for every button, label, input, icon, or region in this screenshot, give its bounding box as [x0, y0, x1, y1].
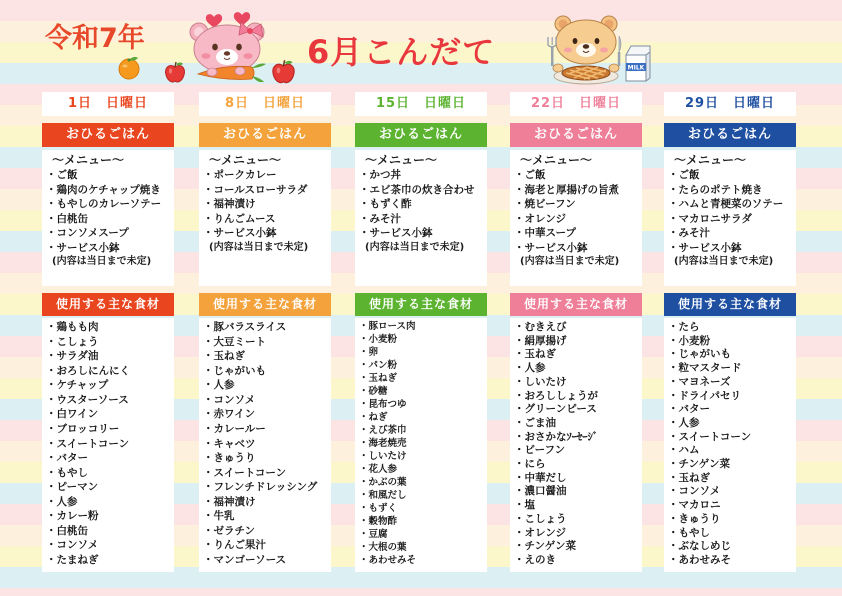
ingredient-item: ・じゃがいも	[668, 348, 731, 361]
ingredient-item: ・バター	[46, 452, 88, 465]
ingredient-item: ・もやし	[668, 526, 710, 539]
menu-item: ・もやしのカレーソテー	[46, 198, 162, 210]
lunch-bar: おひるごはん	[355, 123, 487, 147]
day-column	[42, 0, 174, 596]
ingredient-item: ・塩	[514, 499, 535, 512]
ingredient-item: ・ウスターソース	[46, 393, 129, 406]
ingredients-box	[664, 318, 796, 572]
ingredient-item: ・キャベツ	[203, 437, 256, 450]
ingredient-item: ・コンソメ	[46, 539, 99, 552]
ingredient-item: ・和風だし	[359, 490, 407, 501]
ingredient-item: ・ぶなしめじ	[668, 540, 731, 553]
ingredient-item: ・あわせみそ	[668, 553, 731, 566]
ingredient-item: ・ケチャップ	[46, 379, 109, 392]
ingredients-bar: 使用する主な食材	[199, 293, 331, 316]
ingredient-item: ・海老焼売	[359, 438, 407, 449]
ingredient-item: ・赤ワイン	[203, 408, 256, 421]
ingredient-item: ・玉ねぎ	[203, 350, 245, 363]
ingredients-bar: 使用する主な食材	[664, 293, 796, 316]
ingredient-item: ・スイートコーン	[668, 430, 752, 443]
ingredient-item: ・マヨネーズ	[668, 375, 731, 388]
ingredient-item: ・チンゲン菜	[514, 540, 577, 553]
menu-item: ・オレンジ	[514, 212, 566, 225]
menu-heading: ～メニュー～	[674, 153, 747, 167]
ingredient-item: ・サラダ油	[46, 350, 99, 363]
menu-item: ・白桃缶	[46, 212, 88, 225]
menu-item: ・もずく酢	[359, 198, 412, 210]
ingredients-bar: 使用する主な食材	[355, 293, 487, 316]
ingredient-item: ・こしょう	[514, 512, 567, 525]
menu-item: ・サービス小鉢	[668, 241, 742, 254]
ingredient-item: ・スイートコーン	[46, 437, 130, 450]
date-label: 15日 日曜日	[355, 92, 487, 116]
ingredient-item: ・大豆ミート	[203, 335, 266, 348]
ingredient-item: ・コンソメ	[203, 393, 256, 406]
ingredient-item: ・おさかなｿｰｾｰｼﾞ	[514, 430, 598, 443]
ingredient-item: ・人参	[514, 362, 546, 375]
day-column	[355, 0, 487, 596]
ingredient-item: ・人参	[46, 495, 78, 508]
ingredient-item: ・マンゴーソース	[203, 554, 287, 566]
ingredient-item: ・あわせみそ	[359, 555, 417, 566]
menu-box	[199, 150, 331, 286]
menu-note: (内容は当日まで未定)	[52, 256, 152, 267]
menu-item: ・サービス小鉢	[203, 227, 277, 239]
menu-item: ・福神漬け	[203, 198, 256, 210]
menu-item: ・中華スープ	[514, 227, 576, 239]
ingredient-item: ・豚ロース肉	[359, 321, 416, 332]
ingredient-item: ・おろししょうが	[514, 389, 598, 402]
ingredient-item: ・人参	[668, 416, 700, 429]
ingredient-item: ・玉ねぎ	[359, 373, 398, 384]
ingredient-item: ・牛乳	[203, 510, 235, 523]
date-label: 29日 日曜日	[664, 92, 796, 116]
menu-heading: ～メニュー～	[365, 153, 438, 167]
ingredient-item: ・昆布つゆ	[359, 399, 407, 410]
ingredients-bar: 使用する主な食材	[42, 293, 174, 316]
menu-heading: ～メニュー～	[209, 153, 282, 167]
year-title: 令和7年	[45, 23, 145, 54]
menu-item: ・鶏肉のケチャップ焼き	[46, 183, 161, 196]
ingredient-item: ・かぶの葉	[359, 477, 407, 488]
menu-item: ・エビ茶巾の炊き合わせ	[359, 183, 475, 196]
ingredient-item: ・中華だし	[514, 471, 567, 484]
ingredient-item: ・濃口醤油	[514, 485, 567, 498]
ingredient-item: ・チンゲン菜	[668, 458, 731, 471]
menu-box	[42, 150, 174, 286]
month-menu-title: 6月こんだて	[307, 33, 496, 71]
menu-box	[664, 150, 796, 286]
ingredient-item: ・ブロッコリー	[46, 422, 120, 435]
menu-box	[355, 150, 487, 286]
date-label: 8日 日曜日	[199, 92, 331, 116]
ingredient-item: ・こしょう	[46, 335, 99, 348]
ingredient-item: ・じゃがいも	[203, 364, 266, 377]
ingredient-item: ・きゅうり	[668, 512, 721, 525]
ingredient-item: ・たら	[668, 321, 700, 333]
menu-heading: ～メニュー～	[520, 153, 593, 167]
ingredient-item: ・えのき	[514, 553, 556, 566]
ingredient-item: ・鶏もも肉	[46, 321, 99, 333]
menu-item: ・サービス小鉢	[46, 241, 120, 254]
lunch-bar: おひるごはん	[42, 123, 174, 147]
ingredient-item: ・白ワイン	[46, 408, 99, 421]
ingredient-item: ・花人参	[359, 464, 398, 475]
ingredient-item: ・カレールー	[203, 422, 266, 435]
ingredient-item: ・フレンチドレッシング	[203, 481, 318, 494]
ingredient-item: ・ビーフン	[514, 444, 566, 457]
ingredient-item: ・カレー粉	[46, 510, 99, 523]
ingredient-item: ・ハム	[668, 444, 700, 457]
ingredient-item: ・玉ねぎ	[514, 348, 556, 361]
ingredient-item: ・にら	[514, 458, 546, 471]
ingredient-item: ・ピーマン	[46, 481, 99, 494]
menu-note: (内容は当日まで未定)	[674, 256, 774, 267]
ingredient-item: ・りんご果汁	[203, 539, 266, 552]
ingredient-item: ・バター	[668, 403, 710, 416]
ingredient-item: ・おろしにんにく	[46, 364, 130, 377]
ingredient-item: ・福神漬け	[203, 495, 256, 508]
ingredient-item: ・玉ねぎ	[668, 471, 710, 484]
menu-item: ・焼ビーフン	[514, 198, 576, 210]
ingredient-item: ・スイートコーン	[203, 466, 287, 479]
ingredient-item: ・オレンジ	[514, 526, 566, 539]
menu-item: ・サービス小鉢	[514, 241, 588, 254]
menu-item: ・ご飯	[46, 169, 78, 181]
ingredient-item: ・ゼラチン	[203, 524, 255, 537]
ingredient-item: ・豚バラスライス	[203, 321, 287, 333]
ingredient-item: ・ごま油	[514, 416, 556, 429]
ingredient-item: ・ねぎ	[359, 412, 388, 423]
menu-note: (内容は当日まで未定)	[365, 241, 465, 253]
ingredient-item: ・豆腐	[359, 529, 388, 540]
ingredient-item: ・しいたけ	[514, 375, 567, 388]
ingredient-item: ・むきえび	[514, 321, 567, 333]
ingredients-box	[355, 318, 487, 572]
menu-item: ・みそ汁	[668, 227, 710, 239]
ingredient-item: ・もずく	[359, 503, 398, 514]
menu-item: ・海老と厚揚げの旨煮	[514, 183, 619, 196]
ingredients-box	[199, 318, 331, 572]
menu-item: ・たらのポテト焼き	[668, 183, 763, 196]
ingredient-item: ・大根の葉	[359, 542, 407, 553]
milk-label: MILK	[627, 64, 645, 72]
menu-item: ・ポークカレー	[203, 169, 277, 181]
menu-note: (内容は当日まで未定)	[520, 256, 620, 267]
ingredient-item: ・小麦粉	[668, 334, 710, 347]
day-column	[510, 0, 642, 596]
ingredient-item: ・きゅうり	[203, 452, 256, 465]
ingredient-item: ・グリーンピース	[514, 403, 597, 416]
ingredient-item: ・しいたけ	[359, 451, 407, 462]
menu-item: ・ハムと青梗菜のソテー	[668, 198, 784, 210]
menu-item: ・コールスローサラダ	[203, 183, 308, 196]
ingredient-item: ・粒マスタード	[668, 362, 742, 375]
date-label: 1日 日曜日	[42, 92, 174, 116]
menu-item: ・ご飯	[668, 169, 700, 181]
ingredient-item: ・穀物酢	[359, 516, 398, 527]
ingredient-item: ・砂糖	[359, 386, 388, 397]
ingredient-item: ・人参	[203, 379, 235, 392]
menu-item: ・りんごムース	[203, 212, 276, 225]
ingredient-item: ・えび茶巾	[359, 425, 407, 436]
menu-box	[510, 150, 642, 286]
menu-item: ・サービス小鉢	[359, 227, 433, 239]
ingredient-item: ・マカロニ	[668, 499, 721, 512]
ingredients-box	[42, 318, 174, 572]
menu-item: ・コンソメスープ	[46, 227, 129, 239]
day-column	[199, 0, 331, 596]
menu-heading: ～メニュー～	[52, 153, 125, 167]
menu-item: ・ご飯	[514, 169, 546, 181]
ingredient-item: ・小麦粉	[359, 334, 398, 345]
ingredient-item: ・卵	[359, 347, 379, 358]
date-label: 22日 日曜日	[510, 92, 642, 116]
ingredient-item: ・ドライパセリ	[668, 389, 741, 402]
menu-item: ・みそ汁	[359, 212, 401, 225]
ingredient-item: ・絹厚揚げ	[514, 334, 567, 347]
menu-item: ・かつ丼	[359, 169, 401, 181]
ingredient-item: ・白桃缶	[46, 524, 88, 537]
ingredient-item: ・パン粉	[359, 360, 398, 371]
ingredients-bar: 使用する主な食材	[510, 293, 642, 316]
lunch-bar: おひるごはん	[199, 123, 331, 147]
day-column	[664, 0, 796, 596]
ingredient-item: ・もやし	[46, 466, 88, 479]
ingredients-box	[510, 318, 642, 572]
menu-item: ・マカロニサラダ	[668, 212, 752, 225]
menu-note: (内容は当日まで未定)	[209, 241, 309, 253]
ingredient-item: ・コンソメ	[668, 485, 721, 498]
ingredient-item: ・たまねぎ	[46, 554, 99, 566]
lunch-bar: おひるごはん	[510, 123, 642, 147]
lunch-bar: おひるごはん	[664, 123, 796, 147]
